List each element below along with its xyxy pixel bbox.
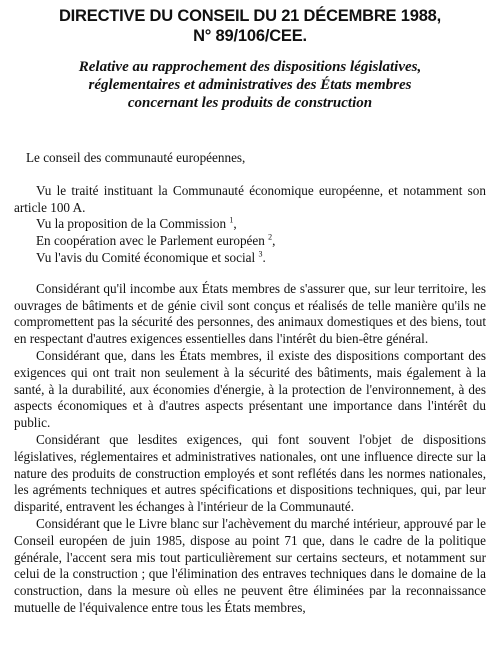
title-line-1: DIRECTIVE DU CONSEIL DU 21 DÉCEMBRE 1988,	[58, 7, 442, 25]
cooperation-line	[14, 233, 486, 250]
vu-commission-line	[14, 216, 486, 233]
subtitle-line-3: concernant les produits de construction	[127, 95, 373, 111]
subtitle-line-2: réglementaires et administratives des États membres	[88, 77, 412, 93]
vu-commission-end: ,	[233, 216, 237, 232]
subtitle-line-1: Relative au rapprochement des dispositions législatives,	[78, 59, 422, 75]
footnote-ref-3: 3	[258, 249, 263, 259]
title-line-2: N° 89/106/CEE.	[193, 27, 307, 45]
considerant-paragraph-4: Considérant que le Livre blanc sur l'achèvement du marché intérieur, approuvé par le Conseil européen de juin 1985, dispose au point 71 que, dans le cadre de la politique générale, l'accent sera mis tout particulièrement sur certains secteurs, et notamment sur celui de la construction ; que l'élimination des entraves techniques dans le domaine de la construction, dans la mesure où elles ne peuvent être éliminées par la reconnaissance mutuelle de l'équivalence entre tous les États membres,	[14, 515, 486, 615]
considerant-paragraph-3: Considérant que lesdites exigences, qui font souvent l'objet de dispositions législatives, réglementaires et administratives nationales, ont une influence directe sur la nature des produits de construction employés et sont reflétés dans les normes nationales, les agréments techniques et autres spécifications et dispositions techniques, qui, par leur disparité, entravent les échanges à l'intérieur de la Communauté.	[14, 431, 486, 515]
greeting-paragraph: Le conseil des communauté européennes,	[26, 150, 246, 165]
vu-avis-line	[14, 250, 486, 267]
footnote-ref-2: 2	[268, 232, 273, 242]
directive-title	[14, 6, 486, 46]
considerant-paragraph-2: Considérant que, dans les États membres, il existe des dispositions comportant des exigences qui ont trait non seulement à la sécurité des bâtiments, mais également à la santé, à la durabilité, aux économies d'énergie, à la protection de l'environnement, à des aspects économiques et à d'autres aspects présentant une importance dans l'intérêt du public.	[14, 347, 486, 431]
vu-avis-text: Vu l'avis du Comité économique et social	[36, 249, 256, 265]
cooperation-end: ,	[272, 233, 276, 249]
footnote-ref-1: 1	[229, 216, 234, 225]
vu-commission-text: Vu la proposition de la Commission	[36, 216, 227, 232]
directive-subtitle	[14, 58, 486, 112]
considerant-paragraph-1: Considérant qu'il incombe aux États membres de s'assurer que, sur leur territoire, les ouvrages de bâtiments et de génie civil sont conçus et réalisés de telle manière qu'ils ne compromettent pas la sécurité des personnes, des animaux domestiques et des biens, tout en respectant d'autres exigences essentielles dans l'intérêt du bien-être général.	[14, 280, 486, 347]
vu-avis-end: .	[262, 249, 266, 265]
cooperation-text: En coopération avec le Parlement européen	[36, 233, 265, 249]
vu-traite-paragraph: Vu le traité instituant la Communauté économique européenne, et notamment son article 100 A.	[14, 182, 486, 215]
